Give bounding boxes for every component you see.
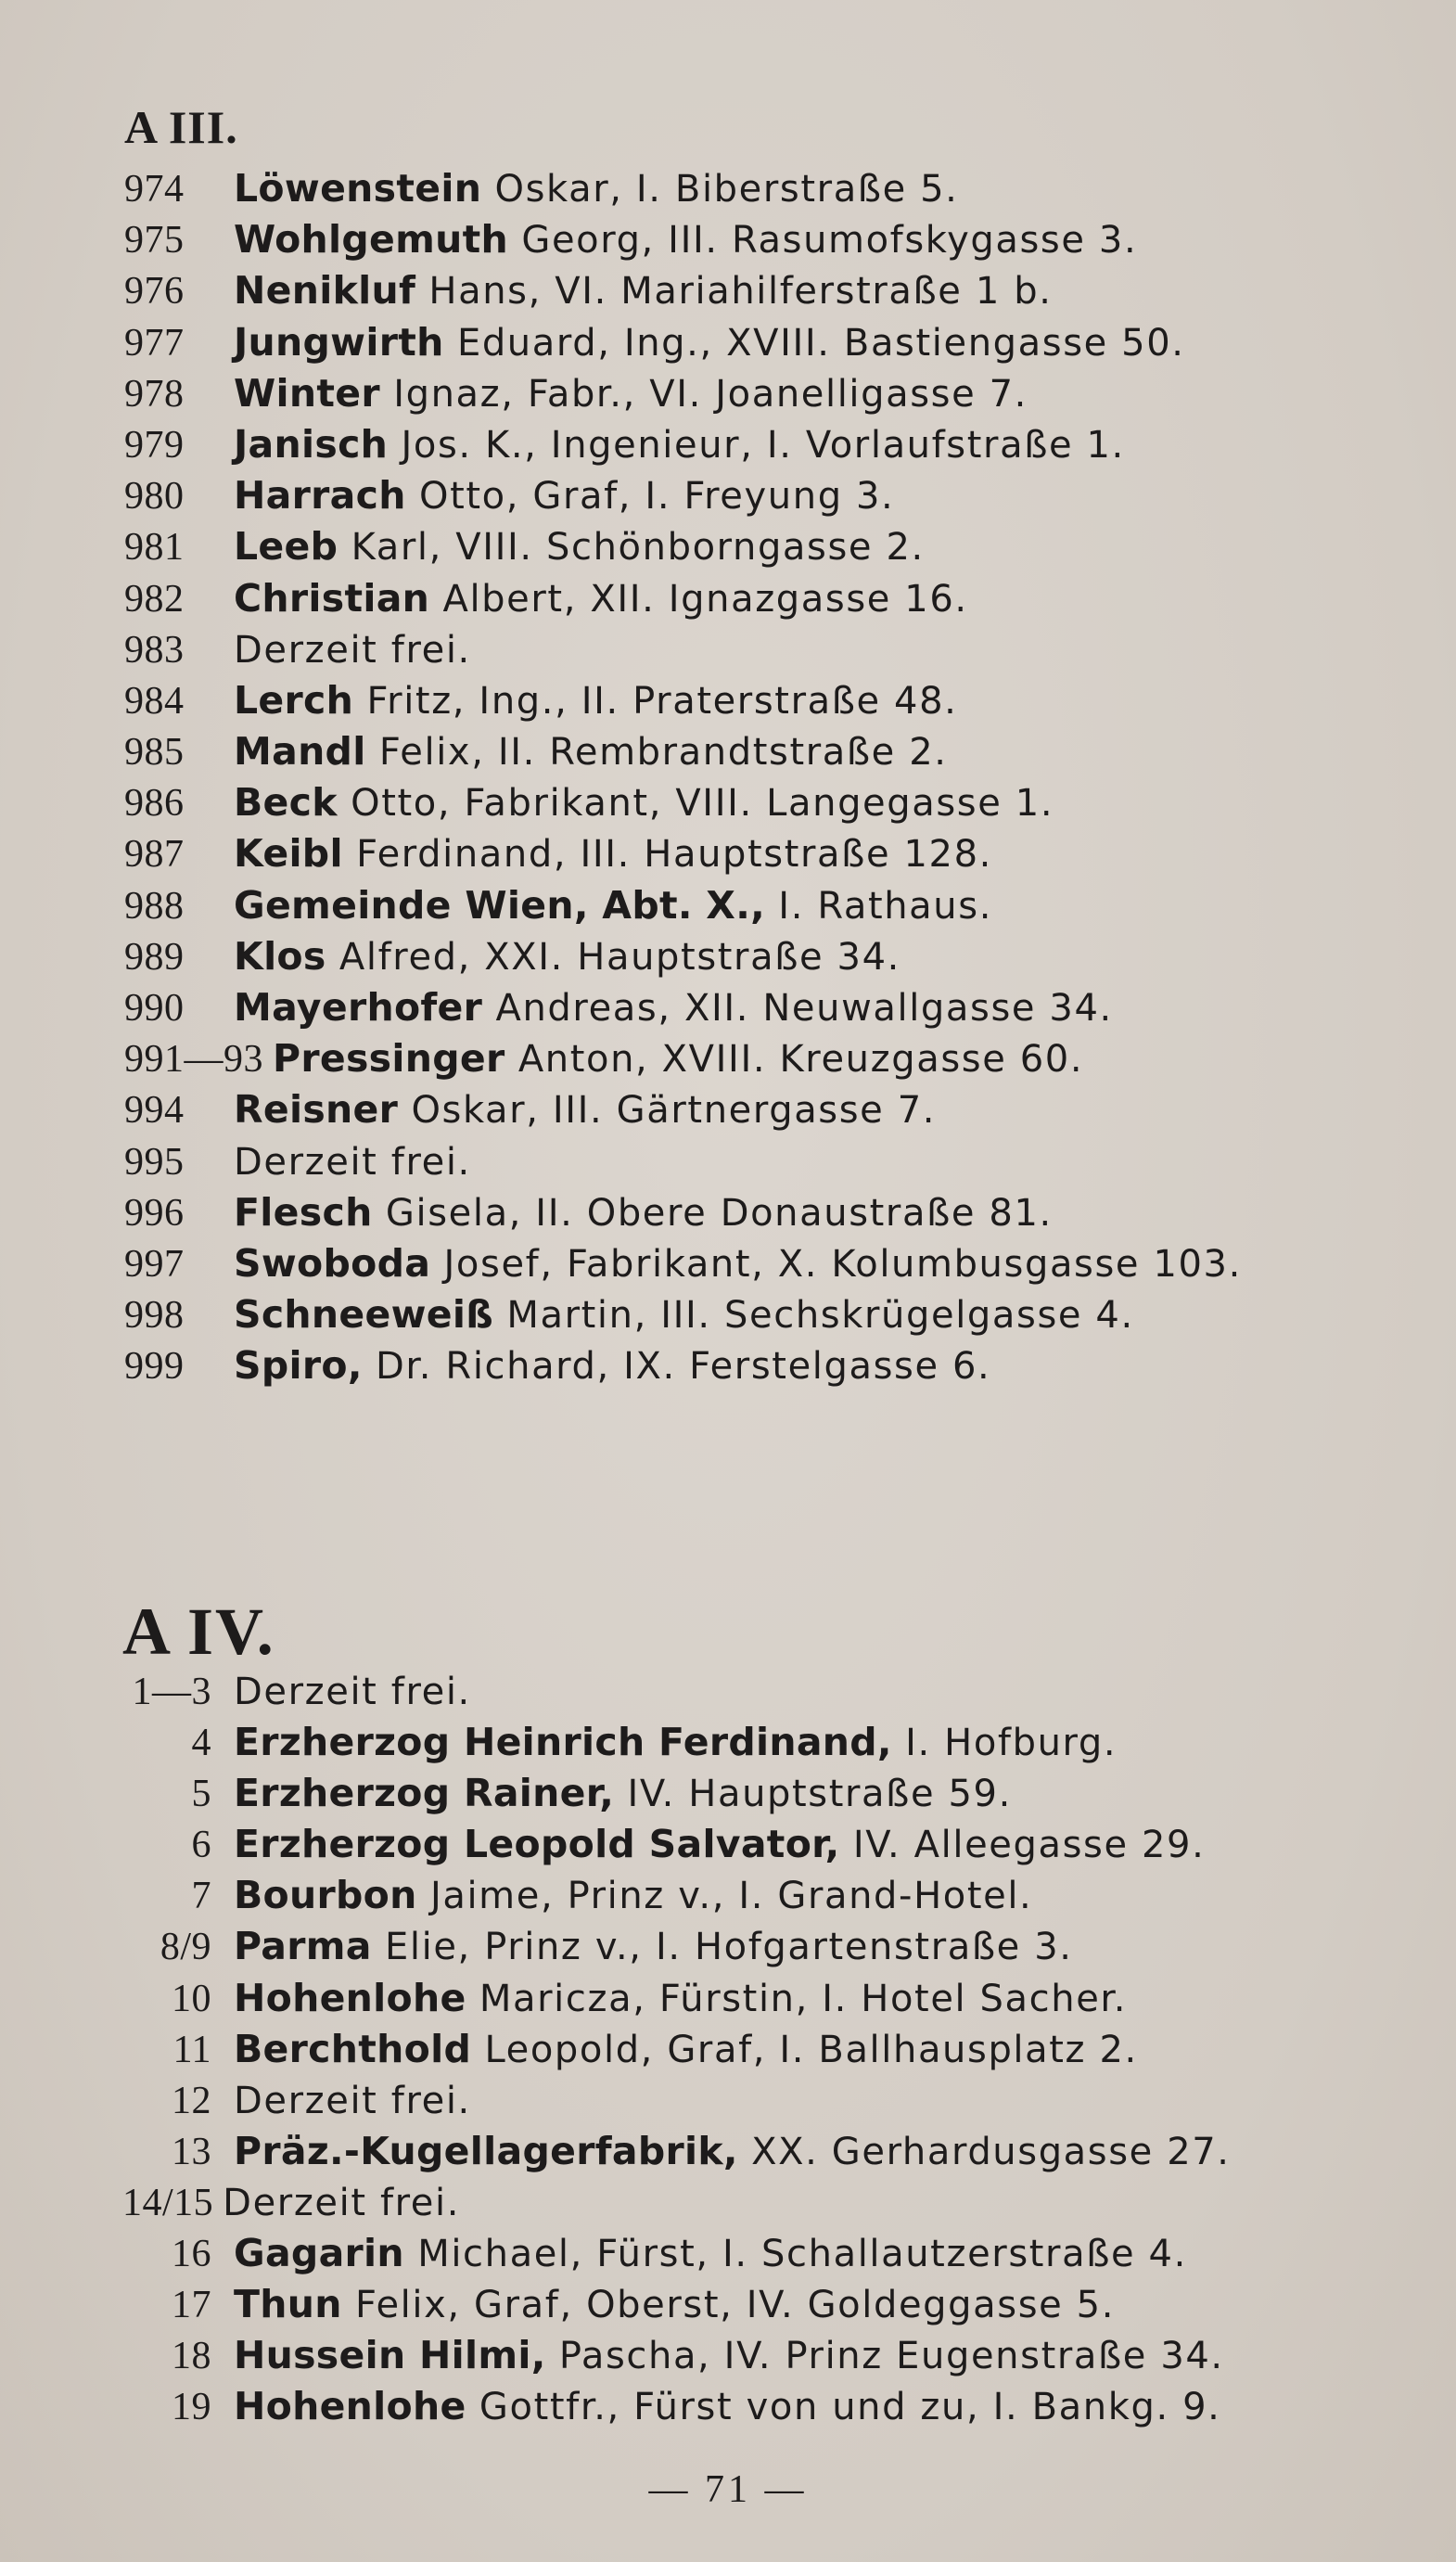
entry-name: Pressinger	[273, 1036, 505, 1082]
list-item	[124, 214, 1242, 265]
list-item	[124, 726, 1242, 777]
entry-name: Wohlgemuth	[234, 217, 509, 263]
entry-details: Felix, II. Rembrandtstraße 2.	[365, 731, 948, 775]
entry-name: Reisner	[234, 1087, 399, 1133]
list-item	[122, 1819, 1231, 1870]
entry-name: Swoboda	[234, 1240, 431, 1286]
list-item	[122, 2075, 1231, 2126]
entry-name: Thun	[234, 2282, 342, 2327]
entry-number: 13	[172, 2130, 211, 2173]
entry-number: 16	[172, 2233, 211, 2276]
list-item	[124, 828, 1242, 879]
list-item	[124, 163, 1242, 214]
entry-number: 5	[191, 1773, 211, 1816]
entry-name: Hohenlohe	[234, 2384, 466, 2429]
entry-details: Georg, III. Rasumofskygasse 3.	[508, 219, 1138, 263]
entry-number: 982	[124, 577, 185, 621]
entry-number: 974	[124, 168, 185, 211]
entry-details: Jos. K., Ingenieur, I. Vorlaufstraße 1.	[388, 423, 1125, 467]
list-item	[124, 1084, 1242, 1135]
entry-details: IV. Alleegasse 29.	[839, 1824, 1206, 1867]
entry-name: Klos	[234, 933, 326, 979]
list-item	[122, 1666, 1231, 1717]
entry-number: 7	[191, 1875, 211, 1918]
entry-name: Gagarin	[234, 2231, 404, 2276]
entry-number: 981	[124, 526, 185, 570]
entry-details: Gottfr., Fürst von und zu, I. Bankg. 9.	[466, 2386, 1221, 2429]
list-item	[122, 1717, 1231, 1768]
entry-name: Mandl	[234, 729, 366, 775]
entry-list-a3	[124, 163, 1242, 1392]
entry-details: Karl, VIII. Schönborngasse 2.	[338, 526, 925, 570]
list-item	[124, 1136, 1242, 1187]
list-item	[124, 1033, 1242, 1084]
entry-name: Hohenlohe	[234, 1975, 466, 2020]
entry-details: IV. Hauptstraße 59.	[614, 1773, 1012, 1816]
entry-details: Alfred, XXI. Hauptstraße 34.	[326, 935, 900, 979]
entry-details: Gisela, II. Obere Donaustraße 81.	[372, 1191, 1053, 1235]
entry-number: 997	[124, 1242, 185, 1286]
entry-details: I. Rathaus.	[764, 884, 993, 928]
list-item	[124, 521, 1242, 572]
entry-number: 14/15	[122, 2181, 214, 2224]
list-item	[124, 675, 1242, 726]
entry-list-a4	[122, 1666, 1231, 2432]
entry-name: Keibl	[234, 831, 343, 877]
list-item	[124, 368, 1242, 419]
entry-details: Josef, Fabrikant, X. Kolumbusgasse 103.	[430, 1242, 1242, 1286]
entry-number: 10	[172, 1977, 211, 2020]
entry-details: Maricza, Fürstin, I. Hotel Sacher.	[466, 1977, 1128, 2020]
entry-details: Michael, Fürst, I. Schallautzerstraße 4.	[403, 2233, 1187, 2276]
entry-details: Ignaz, Fabr., VI. Joanelligasse 7.	[379, 372, 1028, 416]
list-item	[122, 2024, 1231, 2075]
entry-details: Otto, Fabrikant, VIII. Langegasse 1.	[337, 782, 1054, 826]
entry-details: Otto, Graf, I. Freyung 3.	[405, 475, 895, 519]
list-item	[124, 317, 1242, 368]
list-item	[124, 624, 1242, 675]
entry-number: 978	[124, 372, 185, 416]
list-item	[124, 1187, 1242, 1238]
list-item	[122, 2279, 1231, 2330]
entry-number: 1—3	[132, 1671, 211, 1713]
entry-number: 6	[191, 1824, 211, 1867]
entry-details: Pascha, IV. Prinz Eugenstraße 34.	[545, 2335, 1224, 2378]
entry-details: XX. Gerhardusgasse 27.	[737, 2130, 1231, 2173]
entry-number: 990	[124, 987, 185, 1030]
entry-details: Dr. Richard, IX. Ferstelgasse 6.	[362, 1345, 991, 1389]
list-item	[124, 880, 1242, 931]
entry-details: Andreas, XII. Neuwallgasse 34.	[482, 987, 1113, 1030]
list-item	[122, 1870, 1231, 1921]
entry-details: Jaime, Prinz v., I. Grand-Hotel.	[416, 1875, 1033, 1918]
entry-number: 986	[124, 782, 185, 826]
entry-name: Harrach	[234, 473, 406, 519]
section-heading-a4: A IV.	[122, 1595, 275, 1669]
entry-number: 985	[124, 731, 185, 775]
entry-name: Erzherzog Rainer,	[234, 1771, 615, 1816]
list-item	[124, 982, 1242, 1033]
entry-number: 19	[172, 2386, 211, 2429]
entry-name: Jungwirth	[234, 319, 444, 365]
entry-details: Derzeit frei.	[234, 2079, 471, 2122]
entry-details: Derzeit frei.	[234, 1671, 471, 1713]
entry-name: Erzherzog Leopold Salvator,	[234, 1822, 840, 1867]
list-item	[122, 1973, 1231, 2024]
list-item	[124, 931, 1242, 982]
entry-number: 975	[124, 219, 185, 263]
entry-details: Eduard, Ing., XVIII. Bastiengasse 50.	[443, 321, 1185, 365]
entry-name: Leeb	[234, 524, 338, 570]
entry-number: 4	[191, 1722, 211, 1765]
entry-name: Gemeinde Wien, Abt. X.,	[234, 882, 765, 928]
list-item	[122, 1921, 1231, 1972]
list-item	[122, 2228, 1231, 2279]
list-item	[124, 1289, 1242, 1340]
entry-name: Löwenstein	[234, 166, 482, 211]
entry-details: Felix, Graf, Oberst, IV. Goldeggasse 5.	[341, 2284, 1116, 2327]
list-item	[124, 1340, 1242, 1391]
entry-number: 11	[172, 2028, 211, 2071]
entry-number: 994	[124, 1089, 185, 1133]
entry-details: Hans, VI. Mariahilferstraße 1 b.	[415, 270, 1053, 314]
entry-name: Flesch	[234, 1189, 373, 1235]
entry-number: 983	[124, 628, 185, 672]
entry-details: Derzeit frei.	[234, 1140, 471, 1184]
list-item	[124, 1238, 1242, 1289]
entry-number: 12	[172, 2079, 211, 2122]
entry-name: Schneeweiß	[234, 1292, 494, 1338]
entry-number: 998	[124, 1294, 185, 1338]
entry-details: Martin, III. Sechskrügelgasse 4.	[493, 1294, 1134, 1338]
entry-name: Bourbon	[234, 1873, 417, 1918]
entry-number: 988	[124, 884, 185, 928]
entry-number: 979	[124, 423, 185, 467]
list-item	[122, 2126, 1231, 2177]
entry-details: Oskar, III. Gärtnergasse 7.	[398, 1089, 937, 1133]
entry-number: 980	[124, 475, 185, 519]
list-item	[122, 2177, 1231, 2228]
entry-number: 999	[124, 1345, 185, 1389]
entry-number: 989	[124, 935, 185, 979]
list-item	[124, 265, 1242, 316]
entry-number: 977	[124, 321, 185, 365]
entry-name: Beck	[234, 780, 338, 826]
entry-number: 18	[172, 2335, 211, 2378]
entry-name: Berchthold	[234, 2026, 472, 2071]
list-item	[122, 2330, 1231, 2381]
entry-details: Anton, XVIII. Kreuzgasse 60.	[504, 1038, 1084, 1082]
entry-details: Elie, Prinz v., I. Hofgartenstraße 3.	[371, 1926, 1073, 1969]
entry-number: 991—93	[124, 1038, 263, 1082]
list-item	[124, 573, 1242, 624]
list-item	[122, 1768, 1231, 1819]
entry-name: Erzherzog Heinrich Ferdinand,	[234, 1720, 892, 1765]
entry-name: Janisch	[234, 421, 389, 467]
entry-number: 17	[172, 2284, 211, 2327]
entry-details: Derzeit frei.	[223, 2181, 461, 2224]
list-item	[122, 2381, 1231, 2432]
page-number: — 71 —	[648, 2468, 808, 2511]
entry-details: Albert, XII. Ignazgasse 16.	[429, 577, 968, 621]
entry-details: Oskar, I. Biberstraße 5.	[481, 168, 959, 211]
entry-name: Spiro,	[234, 1343, 363, 1389]
entry-name: Parma	[234, 1924, 372, 1969]
entry-details: I. Hofburg.	[891, 1722, 1118, 1765]
entry-name: Lerch	[234, 677, 354, 723]
entry-name: Mayerhofer	[234, 985, 483, 1030]
entry-details: Fritz, Ing., II. Praterstraße 48.	[353, 679, 958, 723]
entry-number: 984	[124, 679, 185, 723]
entry-details: Leopold, Graf, I. Ballhausplatz 2.	[471, 2028, 1138, 2071]
entry-name: Nenikluf	[234, 268, 416, 314]
list-item	[124, 419, 1242, 470]
section-heading-a3: A III.	[124, 101, 238, 153]
entry-name: Präz.-Kugellagerfabrik,	[234, 2128, 738, 2173]
entry-number: 976	[124, 270, 185, 314]
entry-name: Winter	[234, 370, 380, 416]
entry-number: 8/9	[160, 1926, 211, 1969]
entry-details: Derzeit frei.	[234, 628, 471, 672]
entry-number: 996	[124, 1191, 185, 1235]
entry-name: Hussein Hilmi,	[234, 2333, 546, 2378]
list-item	[124, 777, 1242, 828]
entry-number: 995	[124, 1140, 185, 1184]
entry-number: 987	[124, 833, 185, 877]
list-item	[124, 470, 1242, 521]
entry-name: Christian	[234, 575, 430, 621]
entry-details: Ferdinand, III. Hauptstraße 128.	[342, 833, 992, 877]
